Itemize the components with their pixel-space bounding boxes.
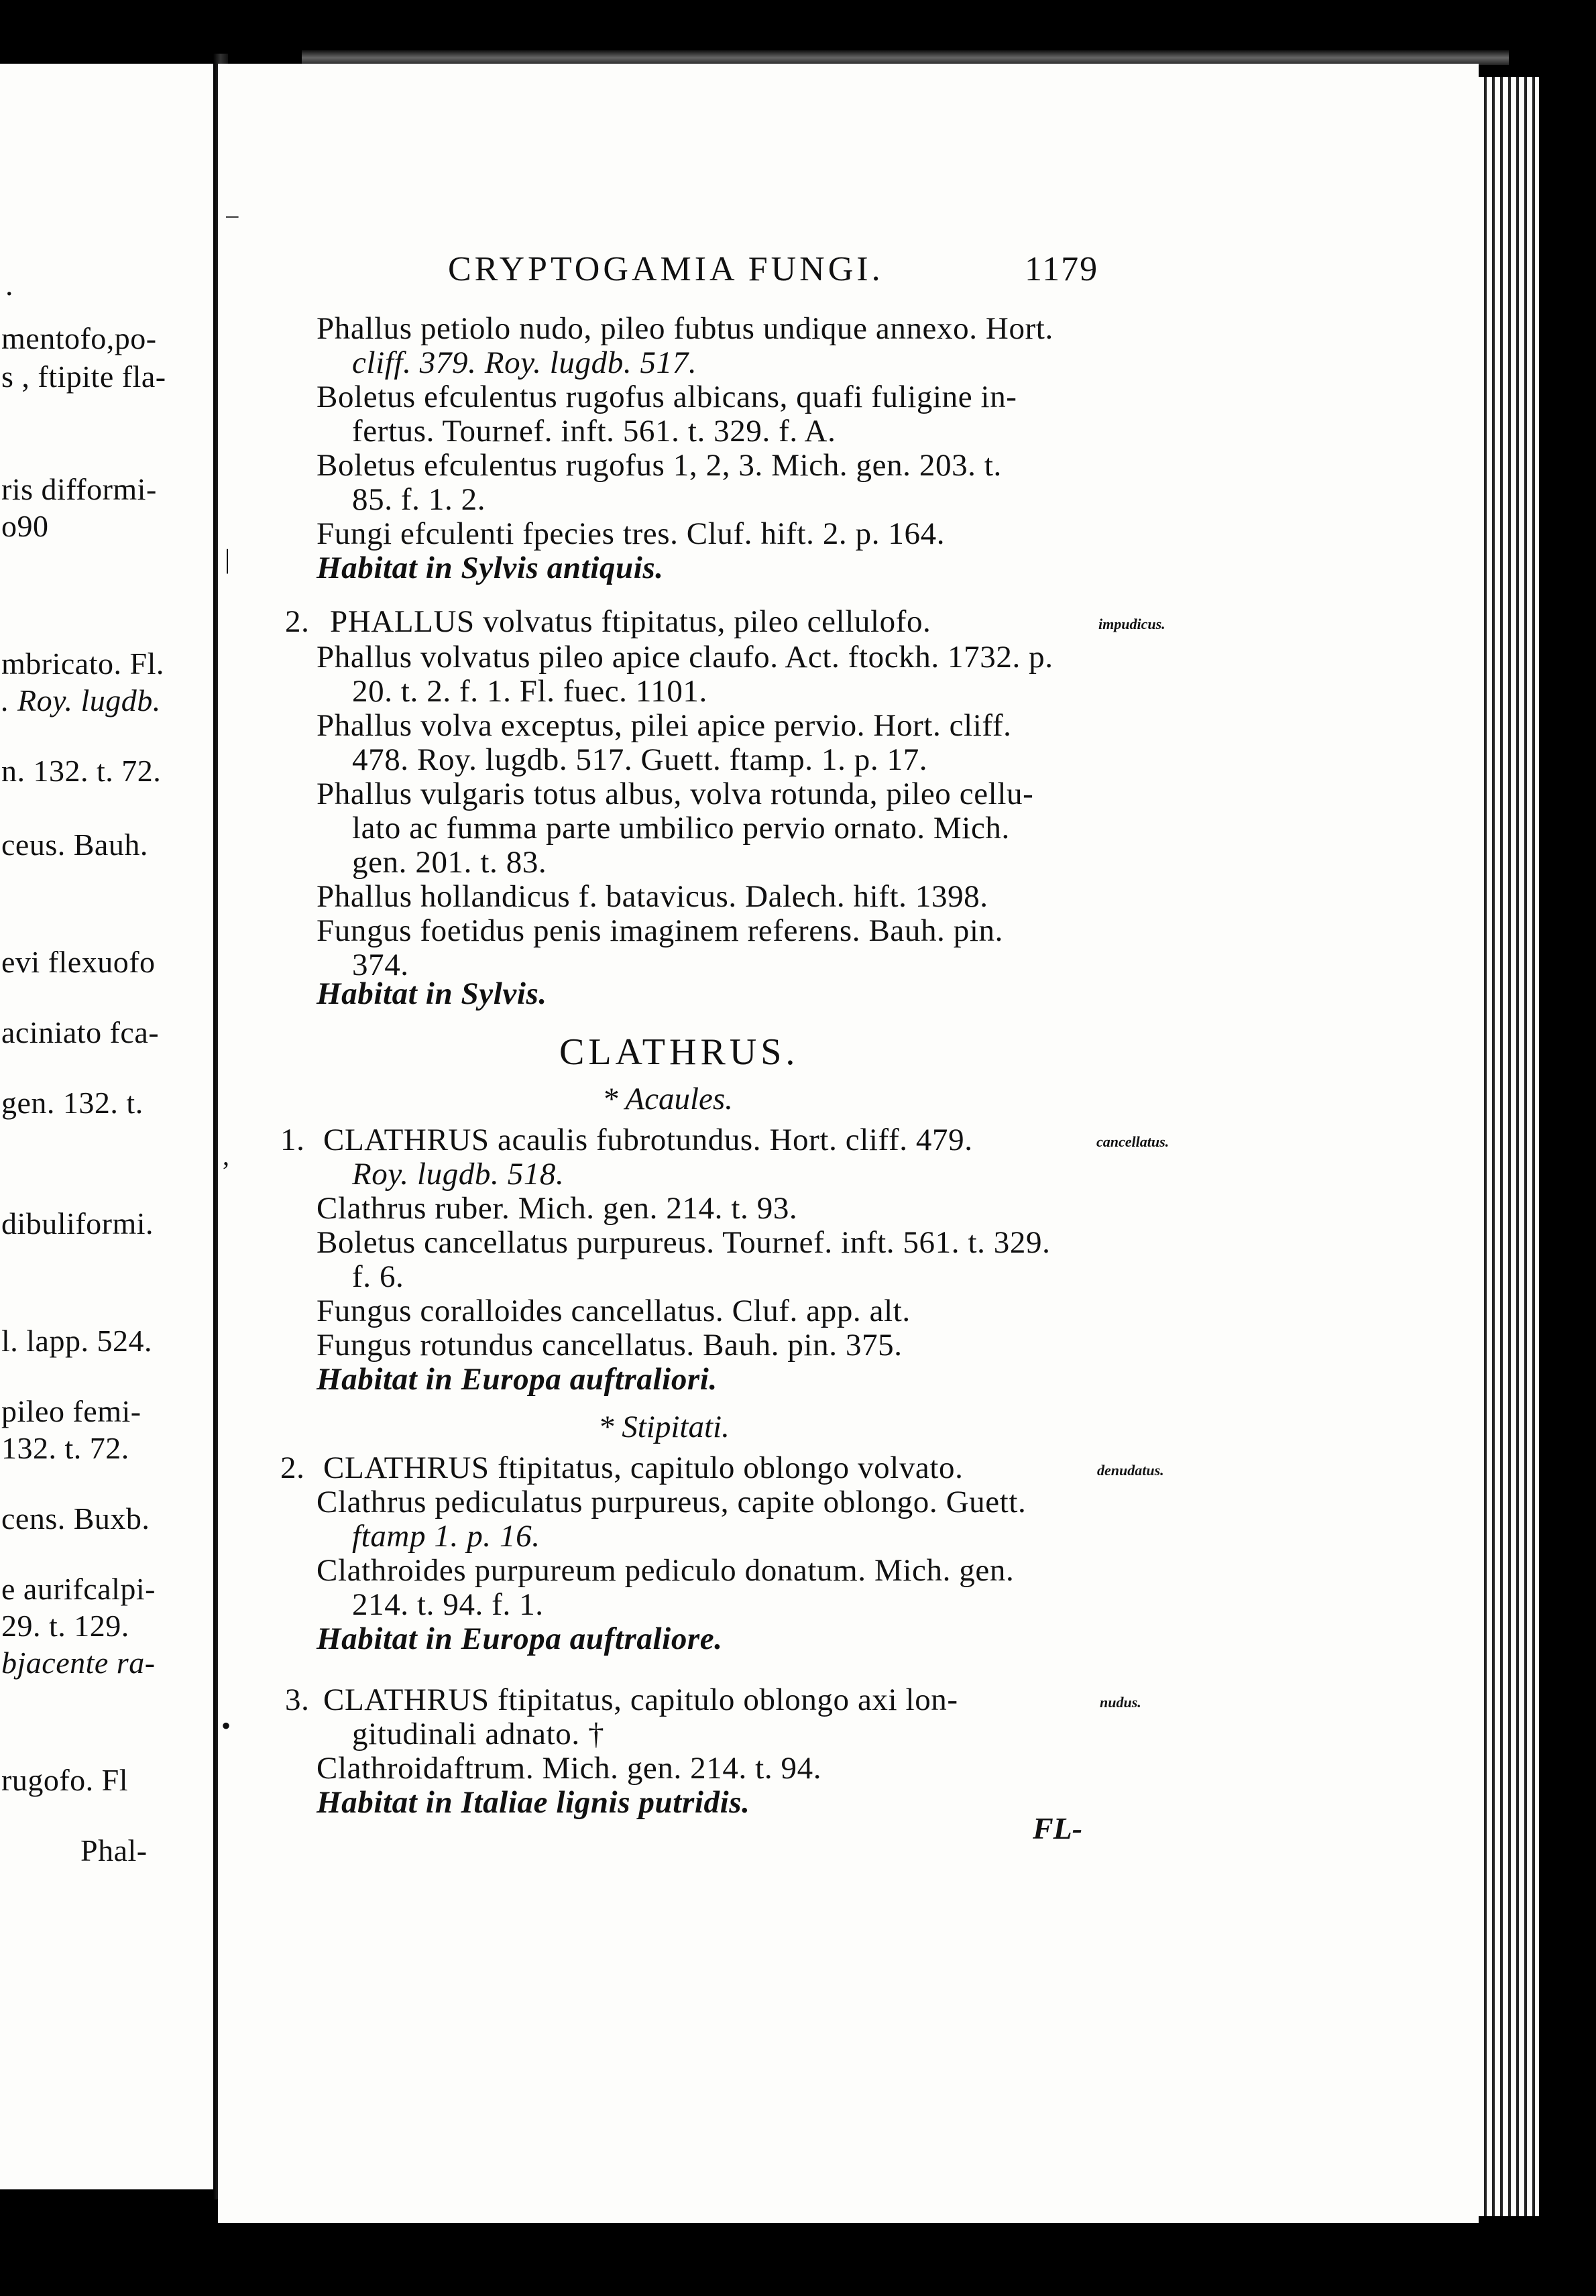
left-line: cens. Buxb. xyxy=(1,1501,150,1536)
left-line: o90 xyxy=(1,509,49,543)
text-line: fertus. Tournef. inft. 561. t. 329. f. A. xyxy=(352,414,836,449)
margin-mark: ‚ xyxy=(221,1141,231,1171)
left-page-fragment xyxy=(0,64,215,2189)
left-line: ceus. Bauh. xyxy=(1,827,148,862)
species-number: 1. xyxy=(280,1123,305,1157)
text-line: 214. t. 94. f. 1. xyxy=(352,1587,544,1622)
text-line: f. 6. xyxy=(352,1259,404,1294)
left-line: rugofo. Fl xyxy=(1,1763,128,1797)
habitat-line: Habitat in Europa auftraliori. xyxy=(317,1362,718,1397)
text-line: lato ac fumma parte umbilico pervio ornato. Mich. xyxy=(352,811,1010,846)
left-line: . xyxy=(5,268,13,302)
text-line: 20. t. 2. f. 1. Fl. fuec. 1101. xyxy=(352,674,707,709)
left-line: aciniato fca- xyxy=(1,1015,160,1049)
left-line: gen. 132. t. xyxy=(1,1086,144,1120)
left-line: dibuliformi. xyxy=(1,1206,154,1241)
text-line: Phallus volva exceptus, pilei apice pervio. Hort. cliff. xyxy=(317,708,1012,743)
left-line: 29. t. 129. xyxy=(1,1609,129,1643)
genus-heading: CLATHRUS. xyxy=(559,1031,799,1073)
trivial-name: nudus. xyxy=(1100,1694,1141,1711)
habitat-line: Habitat in Sylvis. xyxy=(317,976,547,1011)
text-line: Clathroides purpureum pediculo donatum. Mich. gen. xyxy=(317,1553,1015,1588)
text-line: Fungus foetidus penis imaginem referens. Bauh. pin. xyxy=(317,913,1003,948)
left-line: s , ftipite fla- xyxy=(1,359,166,394)
text-line: Fungi efculenti fpecies tres. Cluf. hift. 2. p. 164. xyxy=(317,516,946,551)
text-line: Fungus rotundus cancellatus. Bauh. pin. 375. xyxy=(317,1328,903,1363)
text-line: Clathroidaftrum. Mich. gen. 214. t. 94. xyxy=(317,1751,822,1786)
text-line: Boletus cancellatus purpureus. Tournef. inft. 561. t. 329. xyxy=(317,1225,1051,1260)
left-line: Phal- xyxy=(80,1833,148,1868)
left-line: pileo femi- xyxy=(1,1394,141,1428)
text-line: Phallus volvatus pileo apice claufo. Act. ftockh. 1732. p. xyxy=(317,640,1053,675)
species-diagnosis: CLATHRUS acaulis fubrotundus. Hort. cliff. 479. xyxy=(323,1123,973,1157)
text-line: 478. Roy. lugdb. 517. Guett. ftamp. 1. p. 17. xyxy=(352,742,928,777)
text-line: Phallus petiolo nudo, pileo fubtus undique annexo. Hort. xyxy=(317,311,1053,346)
left-line: n. 132. t. 72. xyxy=(1,754,162,788)
text-line: Boletus efculentus rugofus 1, 2, 3. Mich. gen. 203. t. xyxy=(317,448,1002,483)
text-line: Phallus vulgaris totus albus, volva rotunda, pileo cellu- xyxy=(317,777,1034,811)
text-line: Phallus hollandicus f. batavicus. Dalech. hift. 1398. xyxy=(317,879,988,914)
text-line: cliff. 379. Roy. lugdb. 517. xyxy=(352,345,697,380)
subsection-heading: * Stipitati. xyxy=(598,1410,730,1444)
text-line: Clathrus pediculatus purpureus, capite oblongo. Guett. xyxy=(317,1485,1027,1519)
left-line: l. lapp. 524. xyxy=(1,1324,152,1358)
species-number: 3. xyxy=(285,1682,310,1717)
page-top-edge xyxy=(302,50,1509,65)
species-diagnosis: CLATHRUS ftipitatus, capitulo oblongo axi lon- xyxy=(323,1682,958,1717)
text-line: gen. 201. t. 83. xyxy=(352,845,547,880)
species-diagnosis: CLATHRUS ftipitatus, capitulo oblongo volvato. xyxy=(323,1450,964,1485)
text-line: 85. f. 1. 2. xyxy=(352,482,486,517)
catchword: FL- xyxy=(1033,1811,1083,1845)
trivial-name: cancellatus. xyxy=(1096,1133,1170,1150)
page-number: 1179 xyxy=(1025,250,1099,288)
habitat-line: Habitat in Sylvis antiquis. xyxy=(317,551,664,585)
text-line: Roy. lugdb. 518. xyxy=(352,1157,565,1192)
left-line: ris difformi- xyxy=(1,472,157,506)
text-line: gitudinali adnato. † xyxy=(352,1717,605,1752)
habitat-line: Habitat in Italiae lignis putridis. xyxy=(317,1785,750,1820)
running-header: CRYPTOGAMIA FUNGI. xyxy=(448,250,884,288)
left-line: bjacente ra- xyxy=(1,1646,156,1680)
text-line: ftamp 1. p. 16. xyxy=(352,1519,540,1554)
text-line: Clathrus ruber. Mich. gen. 214. t. 93. xyxy=(317,1191,798,1226)
habitat-line: Habitat in Europa auftraliore. xyxy=(317,1621,723,1656)
subsection-heading: * Acaules. xyxy=(602,1082,733,1116)
page-edges xyxy=(1479,77,1539,2216)
species-number: 2. xyxy=(280,1450,305,1485)
margin-mark: − xyxy=(225,202,240,232)
left-line: e aurifcalpi- xyxy=(1,1572,156,1606)
margin-mark: | xyxy=(225,544,231,574)
text-line: Fungus coralloides cancellatus. Cluf. app. alt. xyxy=(317,1294,911,1328)
text-line: Boletus efculentus rugofus albicans, quafi fuligine in- xyxy=(317,380,1017,414)
text-line: 374. xyxy=(352,948,409,982)
left-line: mbricato. Fl. xyxy=(1,646,164,681)
left-line: . Roy. lugdb. xyxy=(1,683,161,718)
left-line: 132. t. 72. xyxy=(1,1431,129,1465)
margin-mark: • xyxy=(221,1711,231,1741)
trivial-name: denudatus. xyxy=(1097,1462,1164,1479)
species-diagnosis: PHALLUS volvatus ftipitatus, pileo cellulofo. xyxy=(330,604,931,639)
left-line: mentofo,po- xyxy=(1,321,157,355)
species-number: 2. xyxy=(285,604,310,639)
left-line: evi flexuofo xyxy=(1,945,156,979)
trivial-name: impudicus. xyxy=(1098,616,1165,632)
